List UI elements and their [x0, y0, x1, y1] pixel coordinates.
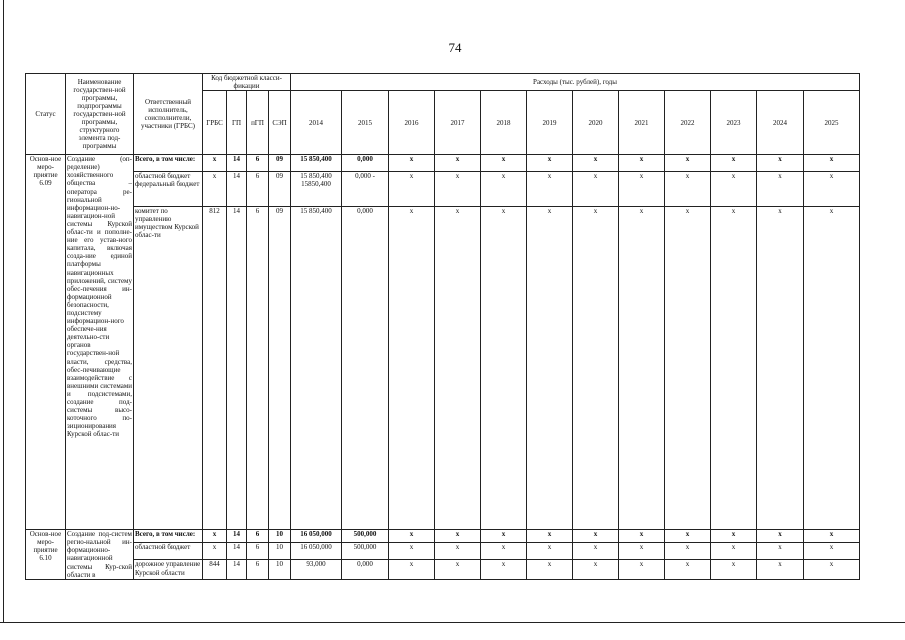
amount-cell: х: [619, 155, 665, 172]
pgp-cell: 6: [247, 172, 269, 207]
data-row: [26, 172, 860, 207]
amount-cell: х: [527, 172, 573, 207]
amount-cell: х: [619, 172, 665, 207]
amount-cell: х: [711, 560, 757, 579]
responsible-cell: комитет по управлению имуществом Курской облас-ти: [134, 207, 203, 530]
amount-cell: х: [481, 207, 527, 530]
grbs-cell: 812: [203, 207, 227, 530]
pgp-cell: 6: [247, 207, 269, 530]
header-year: 2022: [665, 91, 711, 155]
pgp-cell: 6: [247, 542, 269, 560]
amount-cell: х: [435, 172, 481, 207]
amount-2014-cell: 16 050,000: [291, 530, 342, 542]
amount-cell: х: [527, 542, 573, 560]
status-cell: Основ-ное меро-приятие 6.10: [26, 530, 66, 580]
header-sep: СЭП: [269, 91, 291, 155]
amount-cell: х: [665, 172, 711, 207]
gp-cell: 14: [227, 155, 247, 172]
sep-cell: 10: [269, 530, 291, 542]
amount-cell: х: [389, 530, 435, 542]
amount-cell: х: [804, 172, 860, 207]
responsible-cell: Всего, в том числе:: [134, 530, 203, 542]
amount-2015-cell: 0,000: [342, 560, 389, 579]
amount-cell: х: [619, 542, 665, 560]
amount-cell: х: [435, 155, 481, 172]
amount-2014-cell: 15 850,400 15850,400: [291, 172, 342, 207]
amount-cell: х: [481, 172, 527, 207]
amount-cell: х: [573, 207, 619, 530]
page-bottom-border: [0, 622, 905, 623]
header-responsible: Ответственный исполнитель, соисполнители, участники (ГРБС): [134, 74, 203, 155]
amount-cell: х: [573, 530, 619, 542]
amount-cell: х: [665, 530, 711, 542]
gp-cell: 14: [227, 530, 247, 542]
amount-2015-cell: 0,000: [342, 207, 389, 530]
responsible-cell: областной бюджет: [134, 542, 203, 560]
amount-cell: х: [435, 530, 481, 542]
responsible-cell: Всего, в том числе:: [134, 155, 203, 172]
sep-cell: 10: [269, 542, 291, 560]
amount-cell: х: [711, 155, 757, 172]
data-row: [26, 155, 860, 172]
grbs-cell: х: [203, 172, 227, 207]
amount-cell: х: [619, 207, 665, 530]
header-year: 2016: [389, 91, 435, 155]
grbs-cell: х: [203, 530, 227, 542]
gp-cell: 14: [227, 542, 247, 560]
grbs-cell: х: [203, 155, 227, 172]
amount-cell: х: [573, 560, 619, 579]
amount-cell: х: [389, 172, 435, 207]
amount-cell: х: [619, 530, 665, 542]
amount-2015-cell: 500,000: [342, 542, 389, 560]
gp-cell: 14: [227, 560, 247, 579]
amount-cell: х: [804, 530, 860, 542]
sep-cell: 09: [269, 207, 291, 530]
page-number: 74: [448, 40, 462, 55]
data-row: [26, 542, 860, 560]
amount-cell: х: [711, 542, 757, 560]
amount-cell: х: [757, 172, 804, 207]
amount-cell: х: [757, 560, 804, 579]
amount-cell: х: [804, 542, 860, 560]
amount-cell: х: [757, 530, 804, 542]
amount-cell: х: [757, 155, 804, 172]
measure-name-cell: Создание (оп-ределение) хозяйственного общества – оператора ре-гиональной информацион-но-навигацион-ной системы Курской облас-ти и пополне-ние его устав-ного капитала, включая созда-ние единой платформы навигационных приложений, систему обес-печения ин-формационной безопасности, подсистему информацион-ного обеспече-ния деятельно-сти органов государствен-ной власти, средства, обес-печивающие взаимодействие с внешними системами и подсистемами, создание под-системы высо-коточного по-зиционирования Курской облас-ти: [66, 155, 134, 530]
header-year: 2014: [291, 91, 342, 155]
header-pgp: пГП: [247, 91, 269, 155]
amount-2015-cell: 500,000: [342, 530, 389, 542]
responsible-cell: областной бюджет федеральный бюджет: [134, 172, 203, 207]
sep-cell: 09: [269, 172, 291, 207]
amount-cell: х: [527, 560, 573, 579]
amount-cell: х: [757, 207, 804, 530]
pgp-cell: 6: [247, 155, 269, 172]
amount-cell: х: [757, 542, 804, 560]
grbs-cell: 844: [203, 560, 227, 579]
amount-cell: х: [711, 207, 757, 530]
amount-cell: х: [435, 560, 481, 579]
amount-cell: х: [804, 155, 860, 172]
header-row: [26, 74, 860, 91]
page-left-border: [3, 0, 4, 622]
amount-cell: х: [435, 207, 481, 530]
responsible-cell: дорожное управление Курской области: [134, 560, 203, 579]
amount-cell: х: [804, 560, 860, 579]
amount-2014-cell: 15 850,400: [291, 155, 342, 172]
amount-cell: х: [665, 207, 711, 530]
amount-cell: х: [573, 172, 619, 207]
header-expenses: Расходы (тыс. рублей), годы: [291, 74, 860, 91]
amount-cell: х: [665, 542, 711, 560]
grbs-cell: х: [203, 542, 227, 560]
pgp-cell: 6: [247, 530, 269, 542]
gp-cell: 14: [227, 207, 247, 530]
amount-cell: х: [389, 542, 435, 560]
amount-cell: х: [481, 560, 527, 579]
header-year: 2017: [435, 91, 481, 155]
amount-cell: х: [527, 207, 573, 530]
budget-table: [25, 73, 860, 580]
amount-cell: х: [573, 542, 619, 560]
data-row: [26, 207, 860, 530]
header-year: 2024: [757, 91, 804, 155]
amount-cell: х: [481, 542, 527, 560]
amount-2015-cell: 0,000: [342, 155, 389, 172]
measure-name-cell: Создание под-систем регио-нальной ин-формационно-навигационной системы Кур-ской области в: [67, 530, 132, 579]
amount-cell: х: [527, 530, 573, 542]
amount-cell: х: [435, 542, 481, 560]
header-year: 2021: [619, 91, 665, 155]
amount-2014-cell: 15 850,400: [291, 207, 342, 530]
header-name: Наименование государствен-ной программы, подпрограммы государствен-ной программы, структурного элемента под-программы: [66, 74, 134, 155]
amount-cell: х: [665, 560, 711, 579]
sep-cell: 09: [269, 155, 291, 172]
amount-cell: х: [804, 207, 860, 530]
header-year: 2015: [342, 91, 389, 155]
amount-cell: х: [481, 155, 527, 172]
amount-cell: х: [389, 560, 435, 579]
amount-cell: х: [481, 530, 527, 542]
status-cell: Основ-ное меро-приятие 6.09: [26, 155, 66, 530]
header-status: Статус: [26, 74, 66, 155]
amount-2014-cell: 16 050,000: [291, 542, 342, 560]
amount-cell: х: [527, 155, 573, 172]
header-year: 2019: [527, 91, 573, 155]
header-year: 2023: [711, 91, 757, 155]
header-budget-code: Код бюджетной класси-фикации: [203, 74, 291, 91]
data-row: [26, 530, 860, 542]
data-row: [26, 560, 860, 579]
amount-2015-cell: 0,000 -: [342, 172, 389, 207]
amount-cell: х: [711, 530, 757, 542]
amount-cell: х: [573, 155, 619, 172]
amount-cell: х: [619, 560, 665, 579]
header-year: 2018: [481, 91, 527, 155]
amount-2014-cell: 93,000: [291, 560, 342, 579]
pgp-cell: 6: [247, 560, 269, 579]
gp-cell: 14: [227, 172, 247, 207]
header-year: 2020: [573, 91, 619, 155]
header-grbs: ГРБС: [203, 91, 227, 155]
amount-cell: х: [711, 172, 757, 207]
header-year: 2025: [804, 91, 860, 155]
amount-cell: х: [665, 155, 711, 172]
amount-cell: х: [389, 207, 435, 530]
sep-cell: 10: [269, 560, 291, 579]
header-gp: ГП: [227, 91, 247, 155]
amount-cell: х: [389, 155, 435, 172]
